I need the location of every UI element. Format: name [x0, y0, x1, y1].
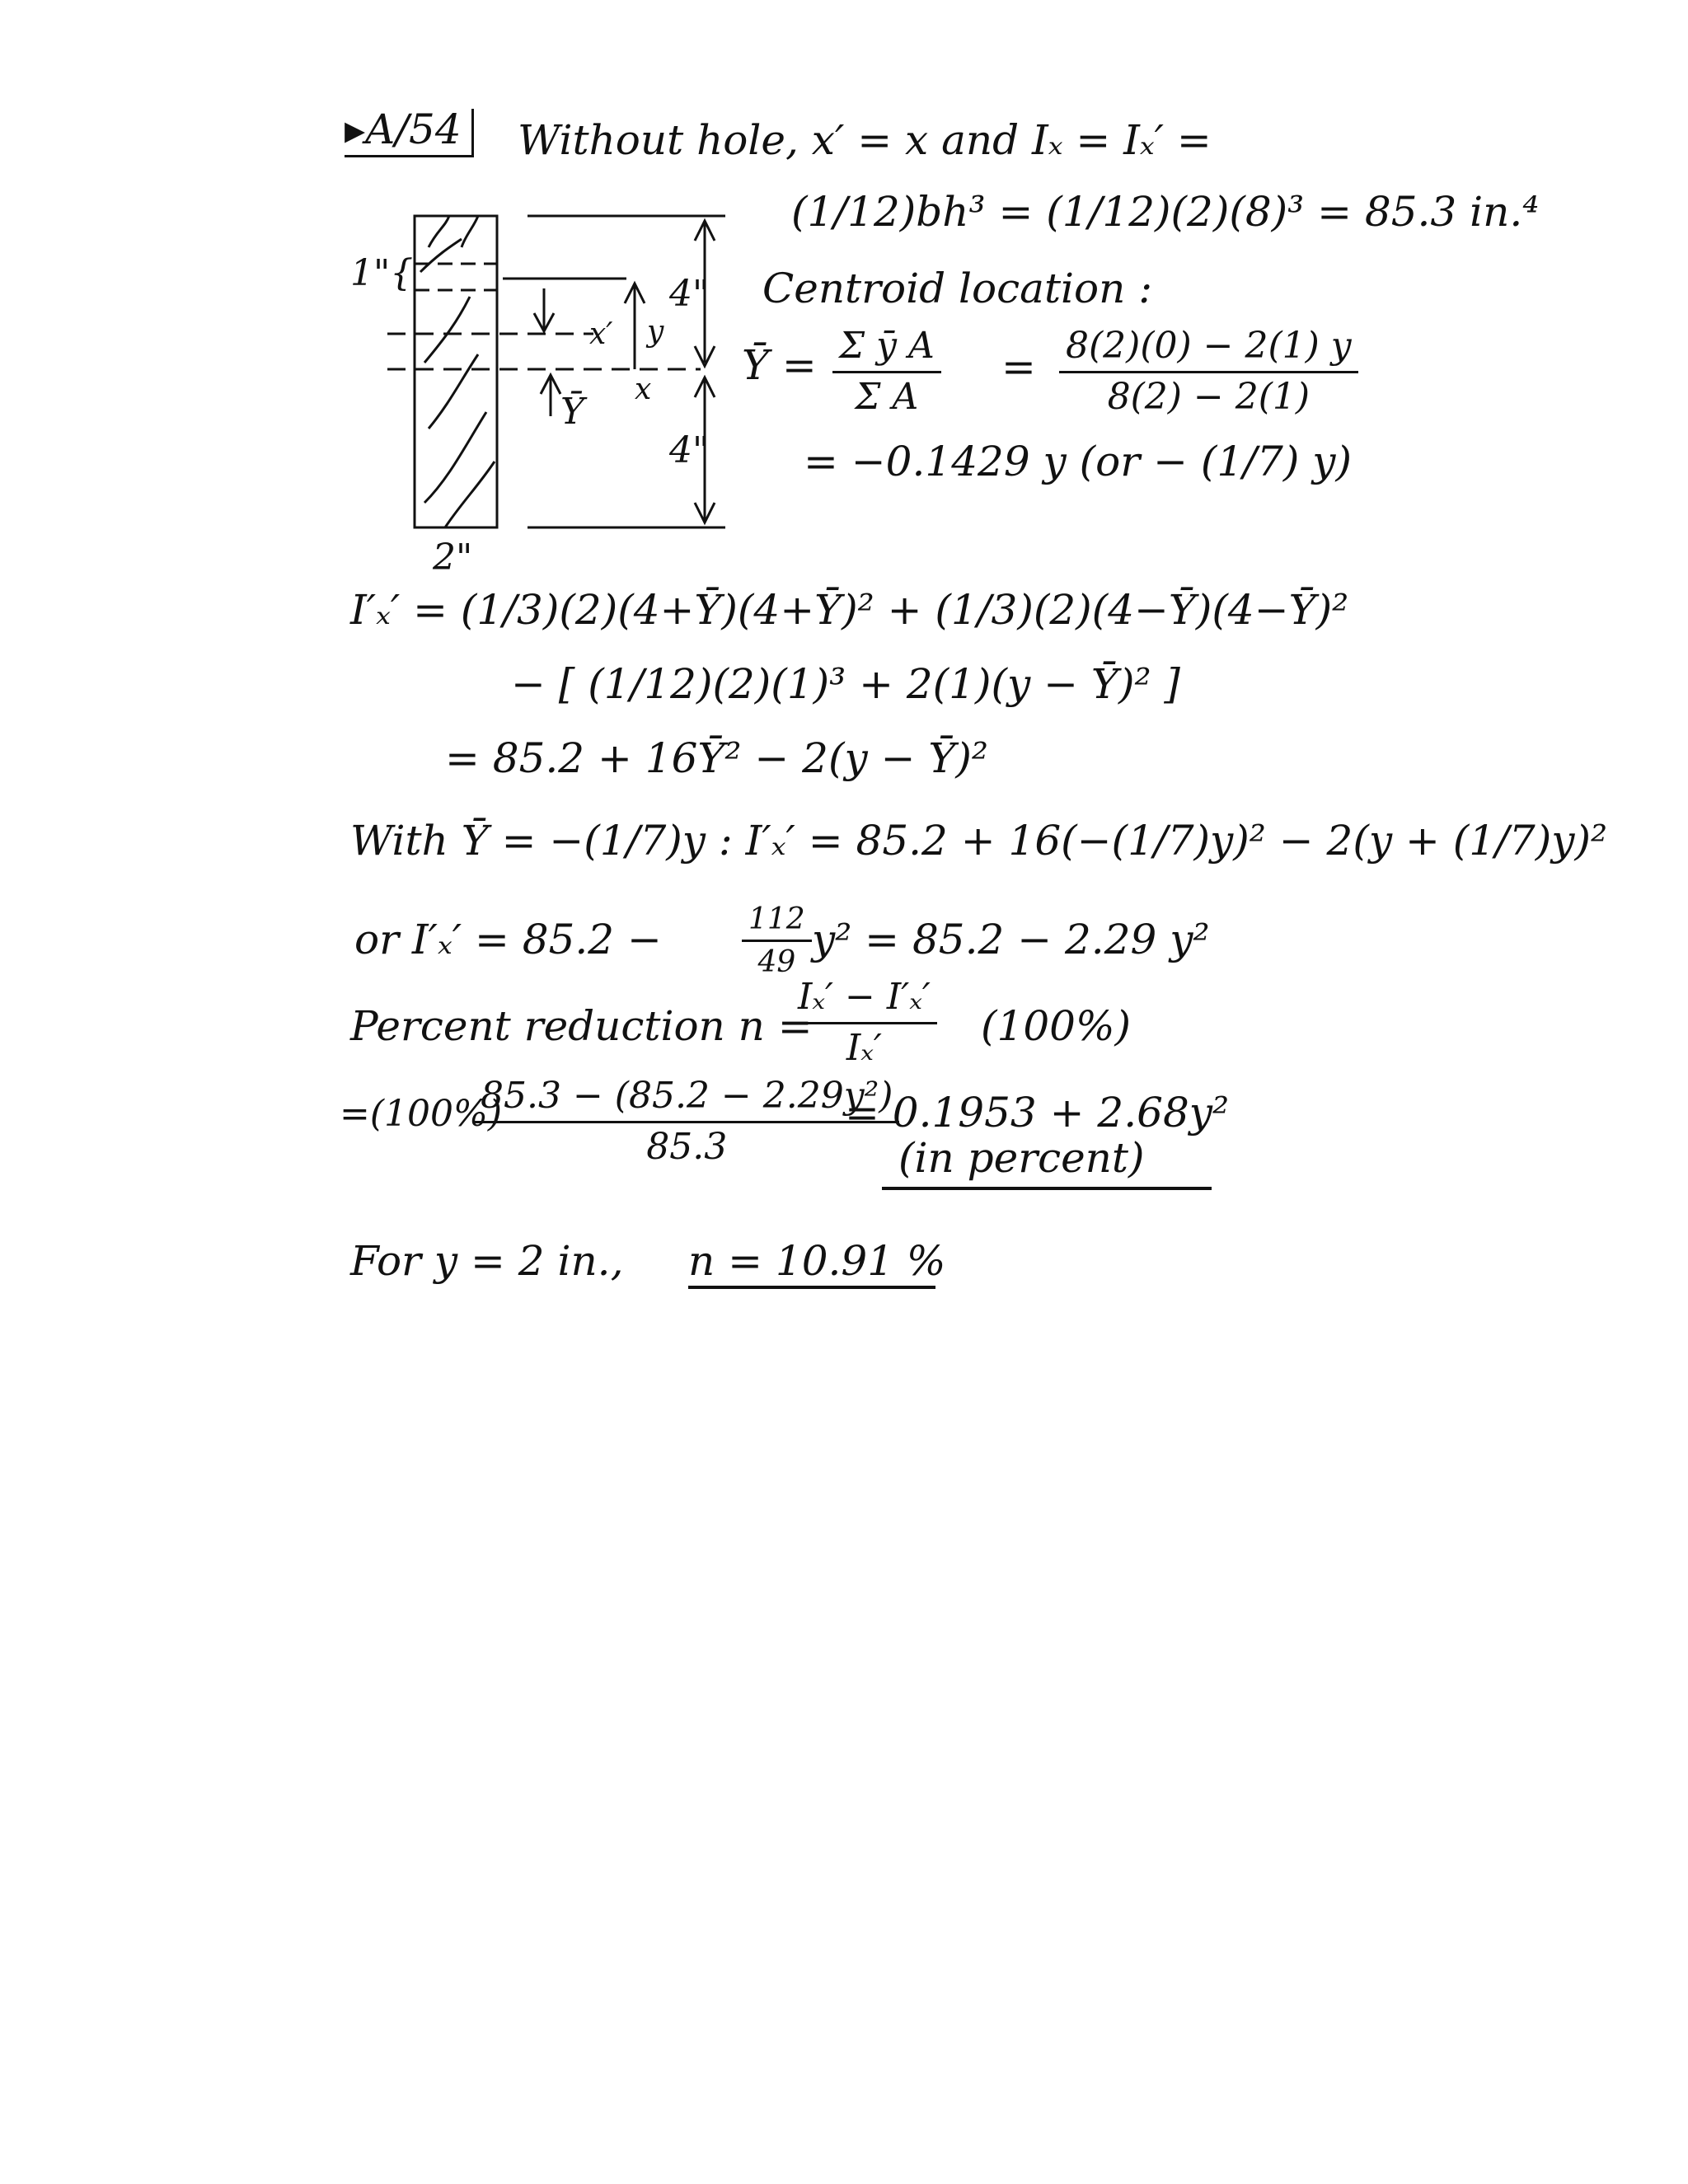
centroid-den-sum: Σ A — [855, 375, 919, 418]
width-dimension: 2" — [433, 537, 473, 579]
bottom-half-dimension: 4" — [669, 429, 710, 471]
hole-size-label: 1"{ — [350, 252, 414, 294]
reduction-result: = 0.1953 + 2.68y² — [845, 1089, 1230, 1137]
reduction-factor: (100%) — [981, 1002, 1131, 1050]
centroid-num-sum: Σ ȳ A — [832, 326, 941, 373]
centroid-equals: = — [1001, 343, 1036, 391]
y-label: y — [647, 315, 664, 349]
reduction-num: Iₓ′ − I′ₓ′ — [791, 977, 937, 1024]
reduction-fraction — [791, 977, 937, 1069]
reduction-den-numeric: 85.3 — [646, 1125, 728, 1168]
top-half-dimension: 4" — [669, 273, 710, 315]
hatch-lines-bottom — [424, 297, 495, 527]
reduction-fraction-numeric — [474, 1076, 899, 1168]
inertia-line-1: I′ₓ′ = (1/3)(2)(4+Ȳ)(4+Ȳ)² + (1/3)(2)(4−Ȳ)(4−Ȳ)² — [350, 586, 1349, 634]
inertia-line-5-suffix: y² = 85.2 − 2.29 y² — [812, 916, 1210, 963]
inertia-line-5-num: 112 — [742, 902, 812, 942]
centroid-fraction-sum — [832, 326, 941, 418]
reduction-label: Percent reduction n = — [350, 1002, 813, 1050]
centroid-result: = −0.1429 y (or − (1/7) y) — [804, 438, 1352, 485]
centroid-lhs: Ȳ = — [742, 341, 817, 389]
problem-label: ▸A/54 — [345, 109, 474, 157]
inertia-line-5-den: 49 — [757, 945, 796, 980]
centroid-fraction-numeric — [1059, 326, 1358, 418]
inertia-line-5-fraction — [742, 902, 812, 980]
reduction-num-numeric: 85.3 − (85.2 − 2.29y²) — [474, 1076, 899, 1123]
final-condition: For y = 2 in., — [350, 1237, 624, 1285]
reduction-den: Iₓ′ — [846, 1026, 882, 1069]
centroid-heading: Centroid location : — [762, 265, 1153, 312]
final-answer-underline — [688, 1286, 935, 1289]
inertia-line-4: With Ȳ = −(1/7)y : I′ₓ′ = 85.2 + 16(−(1/7)y)² − 2(y + (1/7)y)² — [350, 817, 1608, 865]
centroid-den-numeric: 8(2) − 2(1) — [1107, 375, 1311, 418]
ybar-label: Ȳ — [560, 391, 585, 433]
x-prime-label: x′ — [589, 317, 613, 351]
reduction-prefix: =(100%) — [340, 1093, 502, 1135]
x-label: x — [635, 373, 652, 406]
inertia-line-2: − [ (1/12)(2)(1)³ + 2(1)(y − Ȳ)² ] — [511, 660, 1180, 708]
result-underline — [882, 1187, 1212, 1190]
inertia-line-3: = 85.2 + 16Ȳ² − 2(y − Ȳ)² — [445, 734, 988, 782]
inertia-formula: (1/12)bh³ = (1/12)(2)(8)³ = 85.3 in.⁴ — [791, 188, 1540, 236]
problem-statement: Without hole, x′ = x and Iₓ = Iₓ′ = — [518, 116, 1212, 164]
inertia-line-5-prefix: or I′ₓ′ = 85.2 − — [354, 916, 662, 963]
reduction-result-note: (in percent) — [898, 1134, 1145, 1182]
final-answer: n = 10.91 % — [688, 1237, 946, 1285]
centroid-num-numeric: 8(2)(0) − 2(1) y — [1059, 326, 1358, 373]
